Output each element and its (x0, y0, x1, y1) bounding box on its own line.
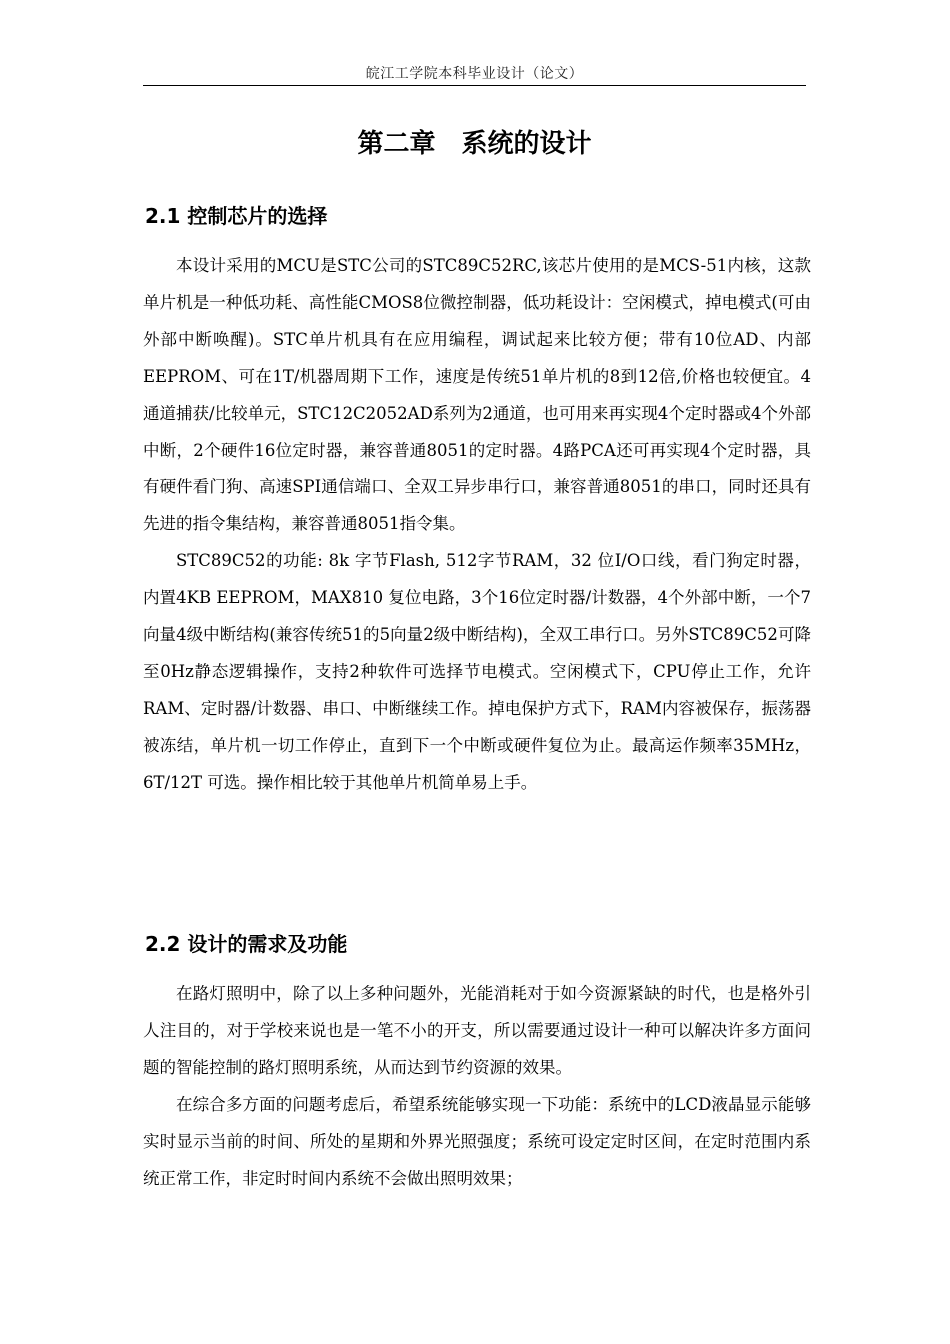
paragraph: 在综合多方面的问题考虑后，希望系统能够实现一下功能：系统中的LCD液晶显示能够实时显示当前的时间、所处的星期和外界光照强度；系统可设定定时区间，在定时范围内系统正常工作，非定时时间内系统不会做出照明效果； (143, 1094, 811, 1188)
header-rule (143, 85, 806, 86)
section-heading-2-1: 2.1 控制芯片的选择 (145, 204, 328, 228)
paragraph: 本设计采用的MCU是STC公司的STC89C52RC,该芯片使用的是MCS-51内核，这款单片机是一种低功耗、高性能CMOS8位微控制器，低功耗设计：空闲模式，掉电模式(可由外部中断唤醒)。STC单片机具有在应用编程，调试起来比较方便；带有10位AD、内部EEPROM、可在1T/机器周期下工作，速度是传统51单片机的8到12倍,价格也较便宜。4通道捕获/比较单元，STC12C2052AD系列为2通道，也可用来再实现4个定时器或4个外部中断，2个硬件16位定时器，兼容普通8051的定时器。4路PCA还可再实现4个定时器，具有硬件看门狗、高速SPI通信端口、全双工异步串行口，兼容普通8051的串口，同时还具有先进的指令集结构，兼容普通8051指令集。 (143, 256, 811, 534)
paragraph: 在路灯照明中，除了以上多种问题外，光能消耗对于如今资源紧缺的时代，也是格外引人注目的，对于学校来说也是一笔不小的开支，所以需要通过设计一种可以解决许多方面问题的智能控制的路灯照明系统，从而达到节约资源的效果。 (143, 984, 811, 1077)
section-body-2-2 (143, 976, 811, 1197)
section-body-2-1 (143, 248, 811, 802)
section-heading-2-2: 2.2 设计的需求及功能 (145, 932, 348, 956)
paragraph: STC89C52的功能: 8k 字节Flash, 512字节RAM，32 位I/O口线，看门狗定时器，内置4KB EEPROM，MAX810 复位电路，3个16位定时器/计数器，4个外部中断，一个7向量4级中断结构(兼容传统51的5向量2级中断结构)，全双工串行口。另外STC89C52可降至0Hz静态逻辑操作，支持2种软件可选择节电模式。空闲模式下，CPU停止工作，允许RAM、定时器/计数器、串口、中断继续工作。掉电保护方式下，RAM内容被保存，振荡器被冻结，单片机一切工作停止，直到下一个中断或硬件复位为止。最高运作频率35MHz，6T/12T 可选。操作相比较于其他单片机简单易上手。 (143, 551, 811, 792)
running-header: 皖江工学院本科毕业设计（论文） (365, 66, 584, 82)
chapter-title: 第二章 系统的设计 (357, 129, 592, 159)
